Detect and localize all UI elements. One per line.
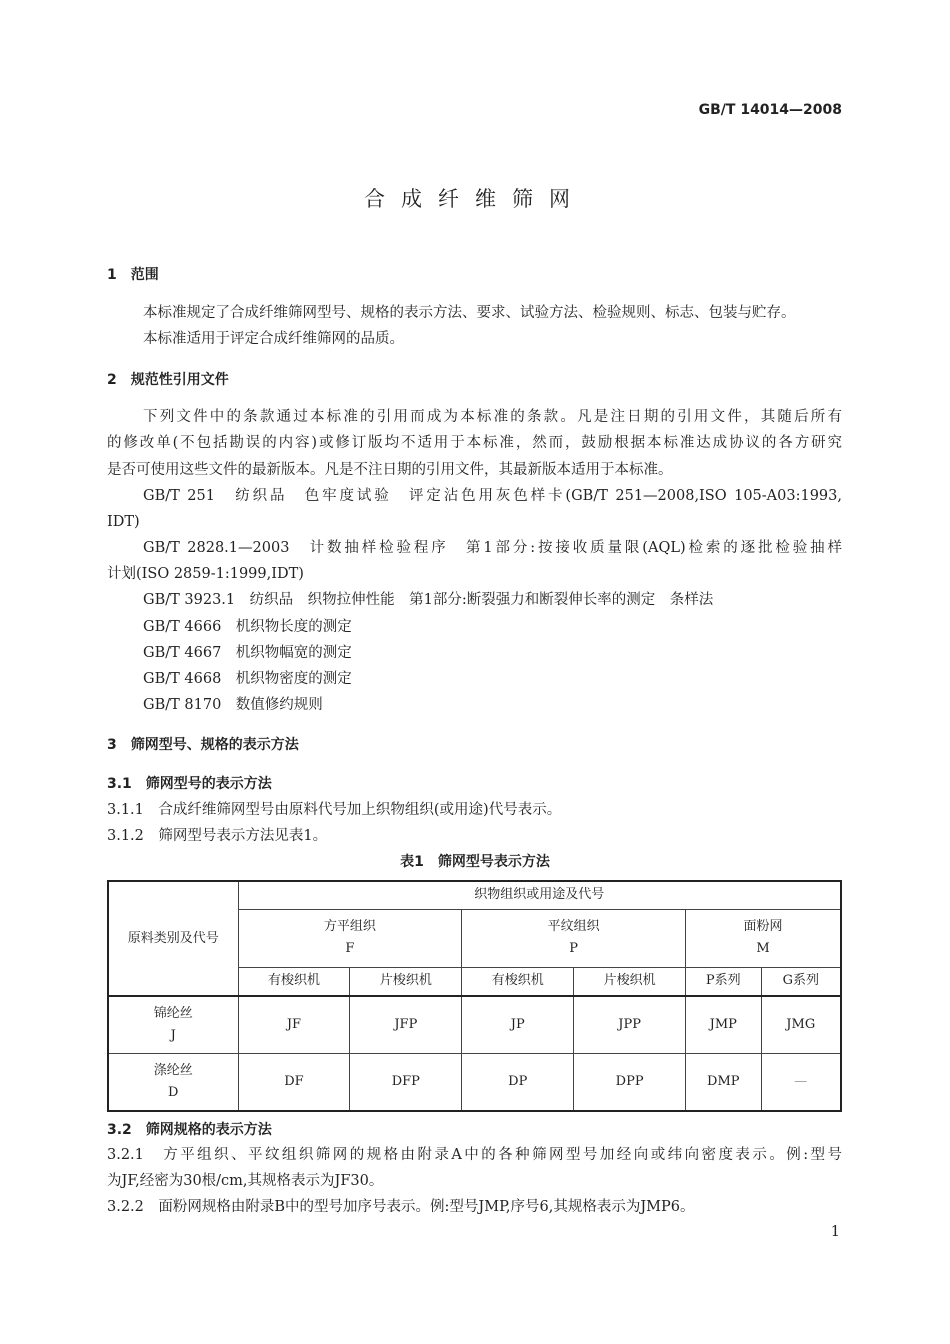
material-cell (108, 1053, 238, 1111)
model-table (107, 880, 842, 1112)
table-row (108, 1053, 841, 1111)
material-name: 涤纶丝 (153, 1062, 193, 1078)
paragraph: 本标准适用于评定合成纤维筛网的品质。 (143, 331, 404, 347)
clause: 3.1.1 合成纤维筛网型号由原料代号加上织物组织(或用途)代号表示。 (107, 802, 562, 818)
table-cell: DPP (574, 1053, 686, 1111)
table-cell: JMG (761, 996, 841, 1053)
subsection-heading: 3.2 筛网规格的表示方法 (107, 1122, 272, 1138)
table-row (108, 996, 841, 1053)
subsection-heading: 3.1 筛网型号的表示方法 (107, 776, 272, 792)
reference-item: GB/T 4667 机织物幅宽的测定 (143, 645, 352, 661)
clause-line: 3.2.1 方平组织、平纹组织筛网的规格由附录A中的各种筛网型号加经向或纬向密度表示。例:型号 (107, 1147, 842, 1163)
group-cell (238, 909, 462, 967)
group-cell (462, 909, 686, 967)
reference-item: GB/T 251 纺织品 色牢度试验 评定沾色用灰色样卡(GB/T 251—2008,ISO 105-A03:1993, (143, 488, 842, 504)
clause: 3.1.2 筛网型号表示方法见表1。 (107, 828, 328, 844)
row-header: 原料类别及代号 (108, 881, 238, 996)
group-code: P (569, 941, 579, 956)
section-heading: 1 范围 (107, 267, 159, 283)
group-name: 方平组织 (323, 919, 376, 934)
sub-header: 片梭织机 (350, 967, 462, 996)
reference-item: GB/T 2828.1—2003 计数抽样检验程序 第1部分:按接收质量限(AQL)检索的逐批检验抽样 (143, 540, 842, 556)
paragraph: 本标准规定了合成纤维筛网型号、规格的表示方法、要求、试验方法、检验规则、标志、包装与贮存。 (143, 305, 796, 321)
group-code: F (345, 941, 355, 956)
sub-header: 有梭织机 (462, 967, 574, 996)
document-title: 合成纤维筛网 (364, 187, 586, 211)
group-code: M (756, 941, 770, 956)
sub-header: G系列 (761, 967, 841, 996)
section-heading: 3 筛网型号、规格的表示方法 (107, 737, 299, 753)
standard-number: GB/T 14014—2008 (698, 102, 842, 118)
table-cell: DP (462, 1053, 574, 1111)
reference-item: GB/T 4666 机织物长度的测定 (143, 619, 352, 635)
paragraph-line: 下列文件中的条款通过本标准的引用而成为本标准的条款。凡是注日期的引用文件，其随后所有 (143, 409, 842, 425)
table-cell: DFP (350, 1053, 462, 1111)
table-cell: JPP (574, 996, 686, 1053)
group-name: 面粉网 (743, 919, 783, 934)
page-number: 1 (830, 1224, 840, 1240)
reference-item: GB/T 4668 机织物密度的测定 (143, 671, 352, 687)
table-cell: DF (238, 1053, 350, 1111)
clause-line: 为JF,经密为30根/cm,其规格表示为JF30。 (107, 1173, 384, 1189)
table-cell: JF (238, 996, 350, 1053)
reference-item: 计划(ISO 2859-1:1999,IDT) (107, 566, 304, 582)
sub-header: 片梭织机 (574, 967, 686, 996)
reference-item: IDT) (107, 514, 140, 530)
sub-header: P系列 (686, 967, 761, 996)
section-heading: 2 规范性引用文件 (107, 372, 229, 388)
paragraph-line: 是否可使用这些文件的最新版本。凡是不注日期的引用文件，其最新版本适用于本标准。 (107, 462, 673, 478)
clause: 3.2.2 面粉网规格由附录B中的型号加序号表示。例:型号JMP,序号6,其规格表示为JMP6。 (107, 1199, 695, 1215)
paragraph-line: 的修改单(不包括勘误的内容)或修订版均不适用于本标准，然而，鼓励根据本标准达成协议的各方研究 (107, 435, 842, 451)
table-cell: JP (462, 996, 574, 1053)
sub-header: 有梭织机 (238, 967, 350, 996)
table-cell: — (761, 1053, 841, 1111)
material-cell (108, 996, 238, 1053)
material-code: D (168, 1084, 179, 1100)
material-name: 锦纶丝 (153, 1005, 193, 1021)
table-cell: DMP (686, 1053, 761, 1111)
material-code: J (170, 1027, 176, 1043)
table-cell: JFP (350, 996, 462, 1053)
table-caption: 表1 筛网型号表示方法 (400, 854, 550, 870)
reference-item: GB/T 8170 数值修约规则 (143, 697, 323, 713)
group-header: 织物组织或用途及代号 (238, 881, 841, 909)
group-name: 平纹组织 (547, 919, 600, 934)
table-cell: JMP (686, 996, 761, 1053)
group-cell (686, 909, 841, 967)
reference-item: GB/T 3923.1 纺织品 织物拉伸性能 第1部分:断裂强力和断裂伸长率的测定 条样法 (143, 592, 714, 608)
